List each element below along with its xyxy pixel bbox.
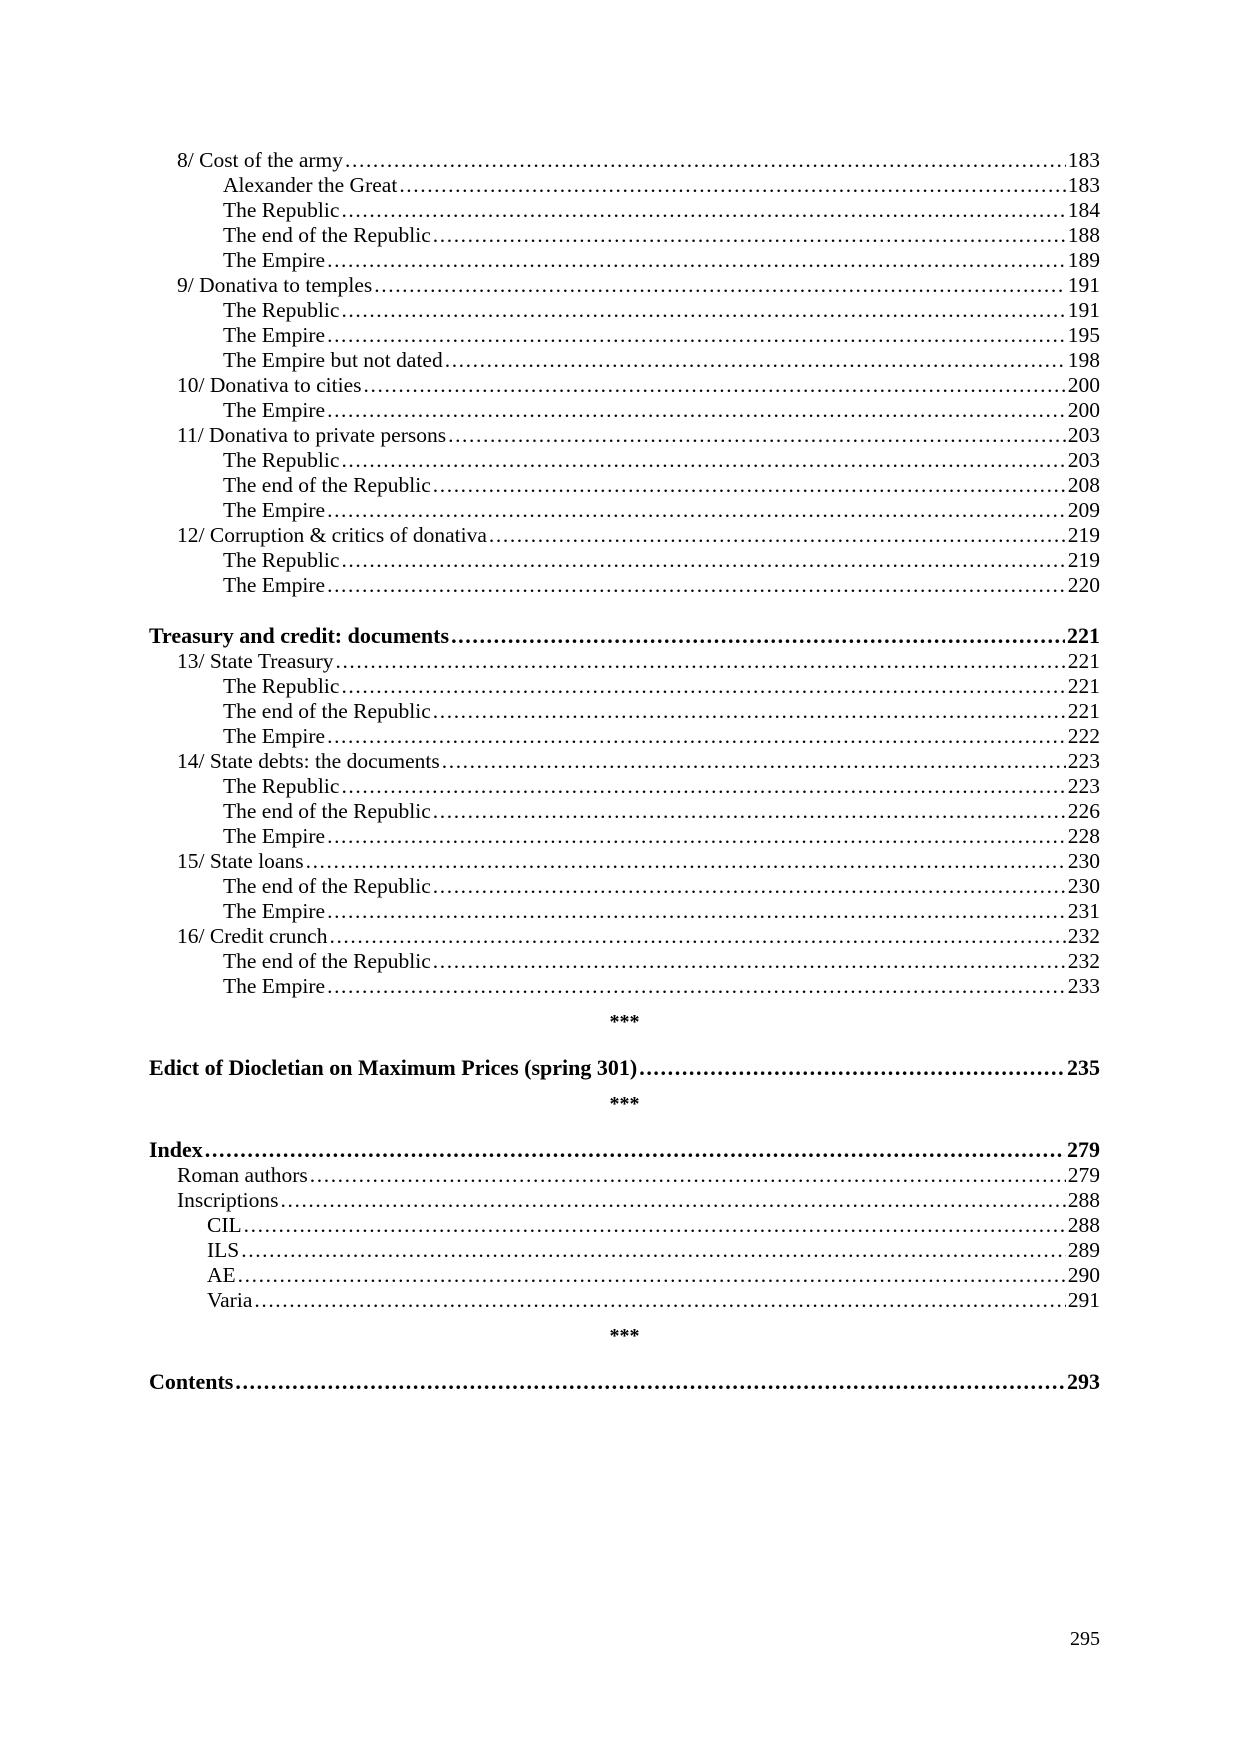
dot-leader xyxy=(254,1288,1065,1313)
toc-entry-label: The Republic xyxy=(223,674,340,698)
toc-entry-page: 200 xyxy=(1067,373,1100,397)
dot-leader xyxy=(327,323,1066,348)
dot-leader xyxy=(433,699,1066,724)
toc-entry-label: 12/ Corruption & critics of donativa xyxy=(177,523,487,547)
toc-entry-page: 219 xyxy=(1067,523,1100,547)
toc-heading-treasury[interactable] xyxy=(149,623,1100,649)
dot-leader xyxy=(327,724,1066,749)
dot-leader xyxy=(433,223,1066,248)
toc-entry-page: 230 xyxy=(1067,874,1100,898)
toc-group-army-donativa xyxy=(149,148,1100,598)
toc-entry[interactable] xyxy=(149,1163,1100,1188)
toc-entry-label: 9/ Donativa to temples xyxy=(177,273,373,297)
toc-entry-page: 230 xyxy=(1067,849,1100,873)
toc-entry[interactable] xyxy=(149,273,1100,298)
toc-entry[interactable] xyxy=(149,348,1100,373)
toc-entry[interactable] xyxy=(149,724,1100,749)
toc-entry-page: 221 xyxy=(1067,649,1100,673)
toc-entry-label: 15/ State loans xyxy=(177,849,304,873)
toc-entry-page: 183 xyxy=(1067,148,1100,172)
toc-entry[interactable] xyxy=(149,398,1100,423)
toc-entry-page: 208 xyxy=(1067,473,1100,497)
toc-entry[interactable] xyxy=(149,148,1100,173)
table-of-contents xyxy=(149,148,1100,1395)
toc-entry-label: The Empire xyxy=(223,824,326,848)
dot-leader xyxy=(327,974,1066,999)
dot-leader xyxy=(341,198,1065,223)
toc-entry-page: 231 xyxy=(1067,899,1100,923)
section-separator: *** xyxy=(609,1325,640,1347)
toc-entry-label: 8/ Cost of the army xyxy=(177,148,344,172)
toc-heading-page: 235 xyxy=(1067,1055,1100,1080)
toc-entry-page: 191 xyxy=(1067,298,1100,322)
toc-entry[interactable] xyxy=(149,1188,1100,1213)
toc-entry[interactable] xyxy=(149,849,1100,874)
toc-entry-label: 13/ State Treasury xyxy=(177,649,334,673)
toc-entry[interactable] xyxy=(149,423,1100,448)
toc-entry[interactable] xyxy=(149,649,1100,674)
toc-entry-label: CIL xyxy=(207,1213,242,1237)
toc-entry-label: The end of the Republic xyxy=(223,473,431,497)
toc-entry-page: 221 xyxy=(1067,699,1100,723)
toc-entry[interactable] xyxy=(149,699,1100,724)
toc-entry-page: 232 xyxy=(1067,924,1100,948)
toc-entry[interactable] xyxy=(149,298,1100,323)
toc-entry-page: 203 xyxy=(1067,423,1100,447)
toc-entry[interactable] xyxy=(149,523,1100,548)
toc-entry-label: The Empire xyxy=(223,323,326,347)
dot-leader xyxy=(433,473,1066,498)
toc-entry-label: 10/ Donativa to cities xyxy=(177,373,362,397)
toc-entry-page: 221 xyxy=(1067,674,1100,698)
dot-leader xyxy=(445,348,1066,373)
toc-entry-label: The Empire xyxy=(223,974,326,998)
toc-entry[interactable] xyxy=(149,749,1100,774)
dot-leader xyxy=(341,774,1065,799)
toc-entry-label: The end of the Republic xyxy=(223,223,431,247)
toc-entry-label: AE xyxy=(207,1263,236,1287)
dot-leader xyxy=(329,924,1065,949)
toc-entry[interactable] xyxy=(149,1288,1100,1313)
dot-leader xyxy=(341,448,1065,473)
toc-entry-label: ILS xyxy=(207,1238,240,1262)
dot-leader xyxy=(327,398,1066,423)
toc-entry-label: The end of the Republic xyxy=(223,949,431,973)
toc-entry-label: Roman authors xyxy=(177,1163,308,1187)
toc-entry[interactable] xyxy=(149,223,1100,248)
toc-entry-label: The end of the Republic xyxy=(223,699,431,723)
dot-leader xyxy=(433,799,1066,824)
toc-entry[interactable] xyxy=(149,548,1100,573)
toc-entry[interactable] xyxy=(149,949,1100,974)
toc-heading-label: Index xyxy=(149,1137,203,1162)
toc-entry-page: 183 xyxy=(1067,173,1100,197)
toc-entry[interactable] xyxy=(149,248,1100,273)
toc-entry[interactable] xyxy=(149,498,1100,523)
toc-entry-page: 291 xyxy=(1067,1288,1100,1312)
toc-entry-label: Alexander the Great xyxy=(223,173,398,197)
toc-entry[interactable] xyxy=(149,473,1100,498)
toc-entry-page: 203 xyxy=(1067,448,1100,472)
toc-entry-label: The Empire xyxy=(223,899,326,923)
dot-leader xyxy=(327,498,1066,523)
toc-heading-page: 221 xyxy=(1067,623,1100,648)
toc-entry-page: 226 xyxy=(1067,799,1100,823)
toc-entry-label: The Empire xyxy=(223,573,326,597)
toc-entry[interactable] xyxy=(149,874,1100,899)
toc-heading-label: Edict of Diocletian on Maximum Prices (spring 301) xyxy=(149,1055,638,1080)
toc-heading-page: 279 xyxy=(1067,1137,1100,1162)
toc-entry-label: The end of the Republic xyxy=(223,799,431,823)
toc-entry[interactable] xyxy=(149,774,1100,799)
dot-leader xyxy=(341,674,1065,699)
toc-entry-label: Varia xyxy=(207,1288,253,1312)
dot-leader xyxy=(244,1213,1066,1238)
toc-entry[interactable] xyxy=(149,924,1100,949)
dot-leader xyxy=(241,1238,1066,1263)
dot-leader xyxy=(433,874,1066,899)
toc-entry-page: 223 xyxy=(1067,749,1100,773)
spacer xyxy=(149,598,1100,623)
toc-entry-label: The Republic xyxy=(223,298,340,322)
toc-entry-label: 14/ State debts: the documents xyxy=(177,749,440,773)
dot-leader xyxy=(639,1055,1065,1081)
toc-entry[interactable] xyxy=(149,1213,1100,1238)
dot-leader xyxy=(327,824,1066,849)
toc-entry-page: 228 xyxy=(1067,824,1100,848)
toc-entry[interactable] xyxy=(149,448,1100,473)
dot-leader xyxy=(433,949,1066,974)
toc-entry[interactable] xyxy=(149,674,1100,699)
toc-entry-page: 222 xyxy=(1067,724,1100,748)
toc-heading-contents[interactable] xyxy=(149,1369,1100,1395)
toc-entry[interactable] xyxy=(149,1238,1100,1263)
dot-leader xyxy=(448,423,1066,448)
toc-entry-page: 188 xyxy=(1067,223,1100,247)
toc-entry-label: The Empire but not dated xyxy=(223,348,443,372)
toc-entry-page: 195 xyxy=(1067,323,1100,347)
toc-entry[interactable] xyxy=(149,799,1100,824)
toc-entry-label: The end of the Republic xyxy=(223,874,431,898)
dot-leader xyxy=(335,649,1065,674)
toc-entry-page: 198 xyxy=(1067,348,1100,372)
dot-leader xyxy=(306,849,1066,874)
toc-entry-page: 232 xyxy=(1067,949,1100,973)
dot-leader xyxy=(238,1263,1066,1288)
toc-entry[interactable] xyxy=(149,323,1100,348)
dot-leader xyxy=(489,523,1066,548)
dot-leader xyxy=(451,623,1065,649)
toc-entry[interactable] xyxy=(149,373,1100,398)
dot-leader xyxy=(327,573,1066,598)
dot-leader xyxy=(341,548,1065,573)
dot-leader xyxy=(281,1188,1066,1213)
toc-entry[interactable] xyxy=(149,198,1100,223)
toc-entry-label: The Republic xyxy=(223,774,340,798)
toc-entry-page: 223 xyxy=(1067,774,1100,798)
toc-entry-label: The Republic xyxy=(223,198,340,222)
toc-entry[interactable] xyxy=(149,573,1100,598)
toc-heading-label: Contents xyxy=(149,1369,234,1394)
toc-heading-page: 293 xyxy=(1067,1369,1100,1394)
toc-entry-page: 209 xyxy=(1067,498,1100,522)
toc-entry-page: 233 xyxy=(1067,974,1100,998)
dot-leader xyxy=(205,1137,1065,1163)
dot-leader xyxy=(235,1369,1065,1395)
section-separator: *** xyxy=(609,1093,640,1115)
toc-entry[interactable] xyxy=(149,974,1100,999)
toc-entry-label: 16/ Credit crunch xyxy=(177,924,328,948)
toc-entry-page: 279 xyxy=(1067,1163,1100,1187)
dot-leader xyxy=(341,298,1065,323)
toc-entry-label: The Empire xyxy=(223,498,326,522)
toc-entry-page: 189 xyxy=(1067,248,1100,272)
toc-group-index xyxy=(149,1163,1100,1313)
toc-entry-page: 289 xyxy=(1067,1238,1100,1262)
toc-entry-page: 200 xyxy=(1067,398,1100,422)
dot-leader xyxy=(310,1163,1066,1188)
toc-entry-page: 220 xyxy=(1067,573,1100,597)
dot-leader xyxy=(345,148,1066,173)
page-number: 295 xyxy=(1070,1628,1100,1650)
toc-entry-page: 290 xyxy=(1067,1263,1100,1287)
dot-leader xyxy=(327,899,1066,924)
dot-leader xyxy=(374,273,1065,298)
toc-heading-label: Treasury and credit: documents xyxy=(149,623,450,648)
dot-leader xyxy=(442,749,1066,774)
section-separator: *** xyxy=(609,1011,640,1033)
toc-entry-page: 288 xyxy=(1067,1188,1100,1212)
toc-entry[interactable] xyxy=(149,173,1100,198)
toc-entry[interactable] xyxy=(149,824,1100,849)
toc-entry-page: 184 xyxy=(1067,198,1100,222)
toc-entry-label: The Republic xyxy=(223,448,340,472)
toc-entry[interactable] xyxy=(149,1263,1100,1288)
dot-leader xyxy=(327,248,1066,273)
toc-entry-page: 191 xyxy=(1067,273,1100,297)
toc-entry-label: The Republic xyxy=(223,548,340,572)
dot-leader xyxy=(399,173,1065,198)
toc-entry[interactable] xyxy=(149,899,1100,924)
toc-entry-page: 219 xyxy=(1067,548,1100,572)
toc-entry-label: 11/ Donativa to private persons xyxy=(177,423,447,447)
toc-entry-page: 288 xyxy=(1067,1213,1100,1237)
toc-group-treasury-credit xyxy=(149,649,1100,999)
toc-entry-label: The Empire xyxy=(223,398,326,422)
dot-leader xyxy=(364,373,1066,398)
toc-entry-label: The Empire xyxy=(223,248,326,272)
toc-heading-edict[interactable] xyxy=(149,1055,1100,1081)
toc-heading-index[interactable] xyxy=(149,1137,1100,1163)
toc-entry-label: The Empire xyxy=(223,724,326,748)
toc-entry-label: Inscriptions xyxy=(177,1188,279,1212)
